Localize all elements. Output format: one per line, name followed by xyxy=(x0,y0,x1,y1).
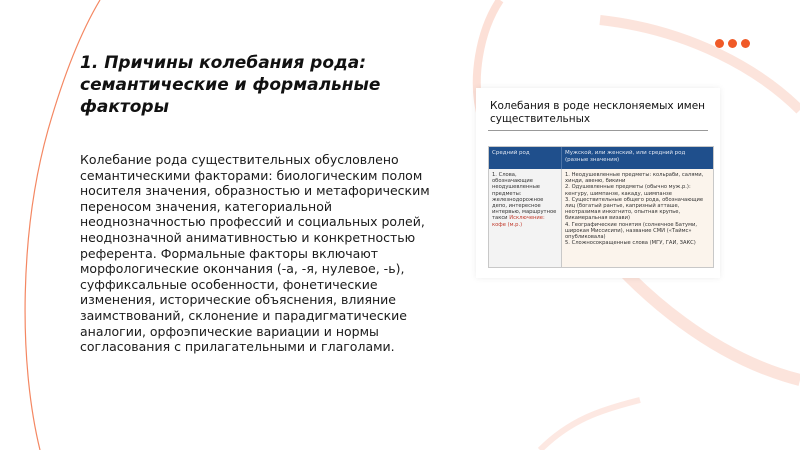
table-cell-variable xyxy=(562,169,713,267)
dot-2 xyxy=(728,39,737,48)
slide-body-text: Колебание рода существительных обусловлено семантическими факторами: биологическим полом носителя значения, образностью и метафорическим переносом значения, категориальной неоднозначностью профессий и социальных ролей, неоднозначной анимативностью и конкретностью референта. Формальные факторы включают морфологические окончания (-а, -я, нулевое, -ь), суффиксальные особенности, фонетические изменения, исторические объяснения, влияние заимствований, склонение и парадигматические аналогии, орфоэпические вариации и нормы согласования с прилагательными и глаголами. xyxy=(80,152,430,355)
variable-item-1: 1. Неодушевленные предметы: кольраби, салями, хинди, авеню, бикини xyxy=(565,172,704,185)
table-header-variable: Мужской, или женский, или средний род (разные значения) xyxy=(565,150,686,163)
table-cell-neuter xyxy=(489,169,562,267)
variable-item-3: 3. Существительные общего рода, обозначающие лиц (богатый рантье, капризный атташе, неотразимая инкогнито, опытная крупье, бикамеральная визави) xyxy=(565,196,704,222)
table-header-row xyxy=(489,147,713,169)
variable-item-2: 2. Одушевленные предметы (обычно муж.р.): кенгуру, шимпанзе, какаду, шимпанзе xyxy=(565,184,691,197)
decorative-dots xyxy=(715,39,750,48)
title-underline xyxy=(488,130,708,131)
neuter-exception: Исключение: кофе (м.р.) xyxy=(492,215,545,228)
gender-table xyxy=(488,146,714,268)
slide-title: 1. Причины колебания рода: семантические и формальные факторы xyxy=(80,53,381,117)
table-body-row xyxy=(489,169,713,267)
table-header-neuter: Средний род xyxy=(489,147,562,169)
dot-1 xyxy=(715,39,724,48)
variable-item-5: 5. Сложносокращенные слова (МГУ, ГАИ, ЗАКС) xyxy=(565,240,696,247)
variable-item-4: 4. Географические понятия (солнечное Батуми, широкая Миссисипи), название СМИ («Таймс» опубликовала) xyxy=(565,221,698,241)
table-image xyxy=(476,88,720,278)
table-image-title: Колебания в роде несклоняемых имен существительных xyxy=(490,100,706,125)
dot-3 xyxy=(741,39,750,48)
neuter-examples: 1. Слова, обозначающие неодушевленные предметы: железнодорожное депо, интересное интервью, маршрутное такси xyxy=(492,172,557,222)
